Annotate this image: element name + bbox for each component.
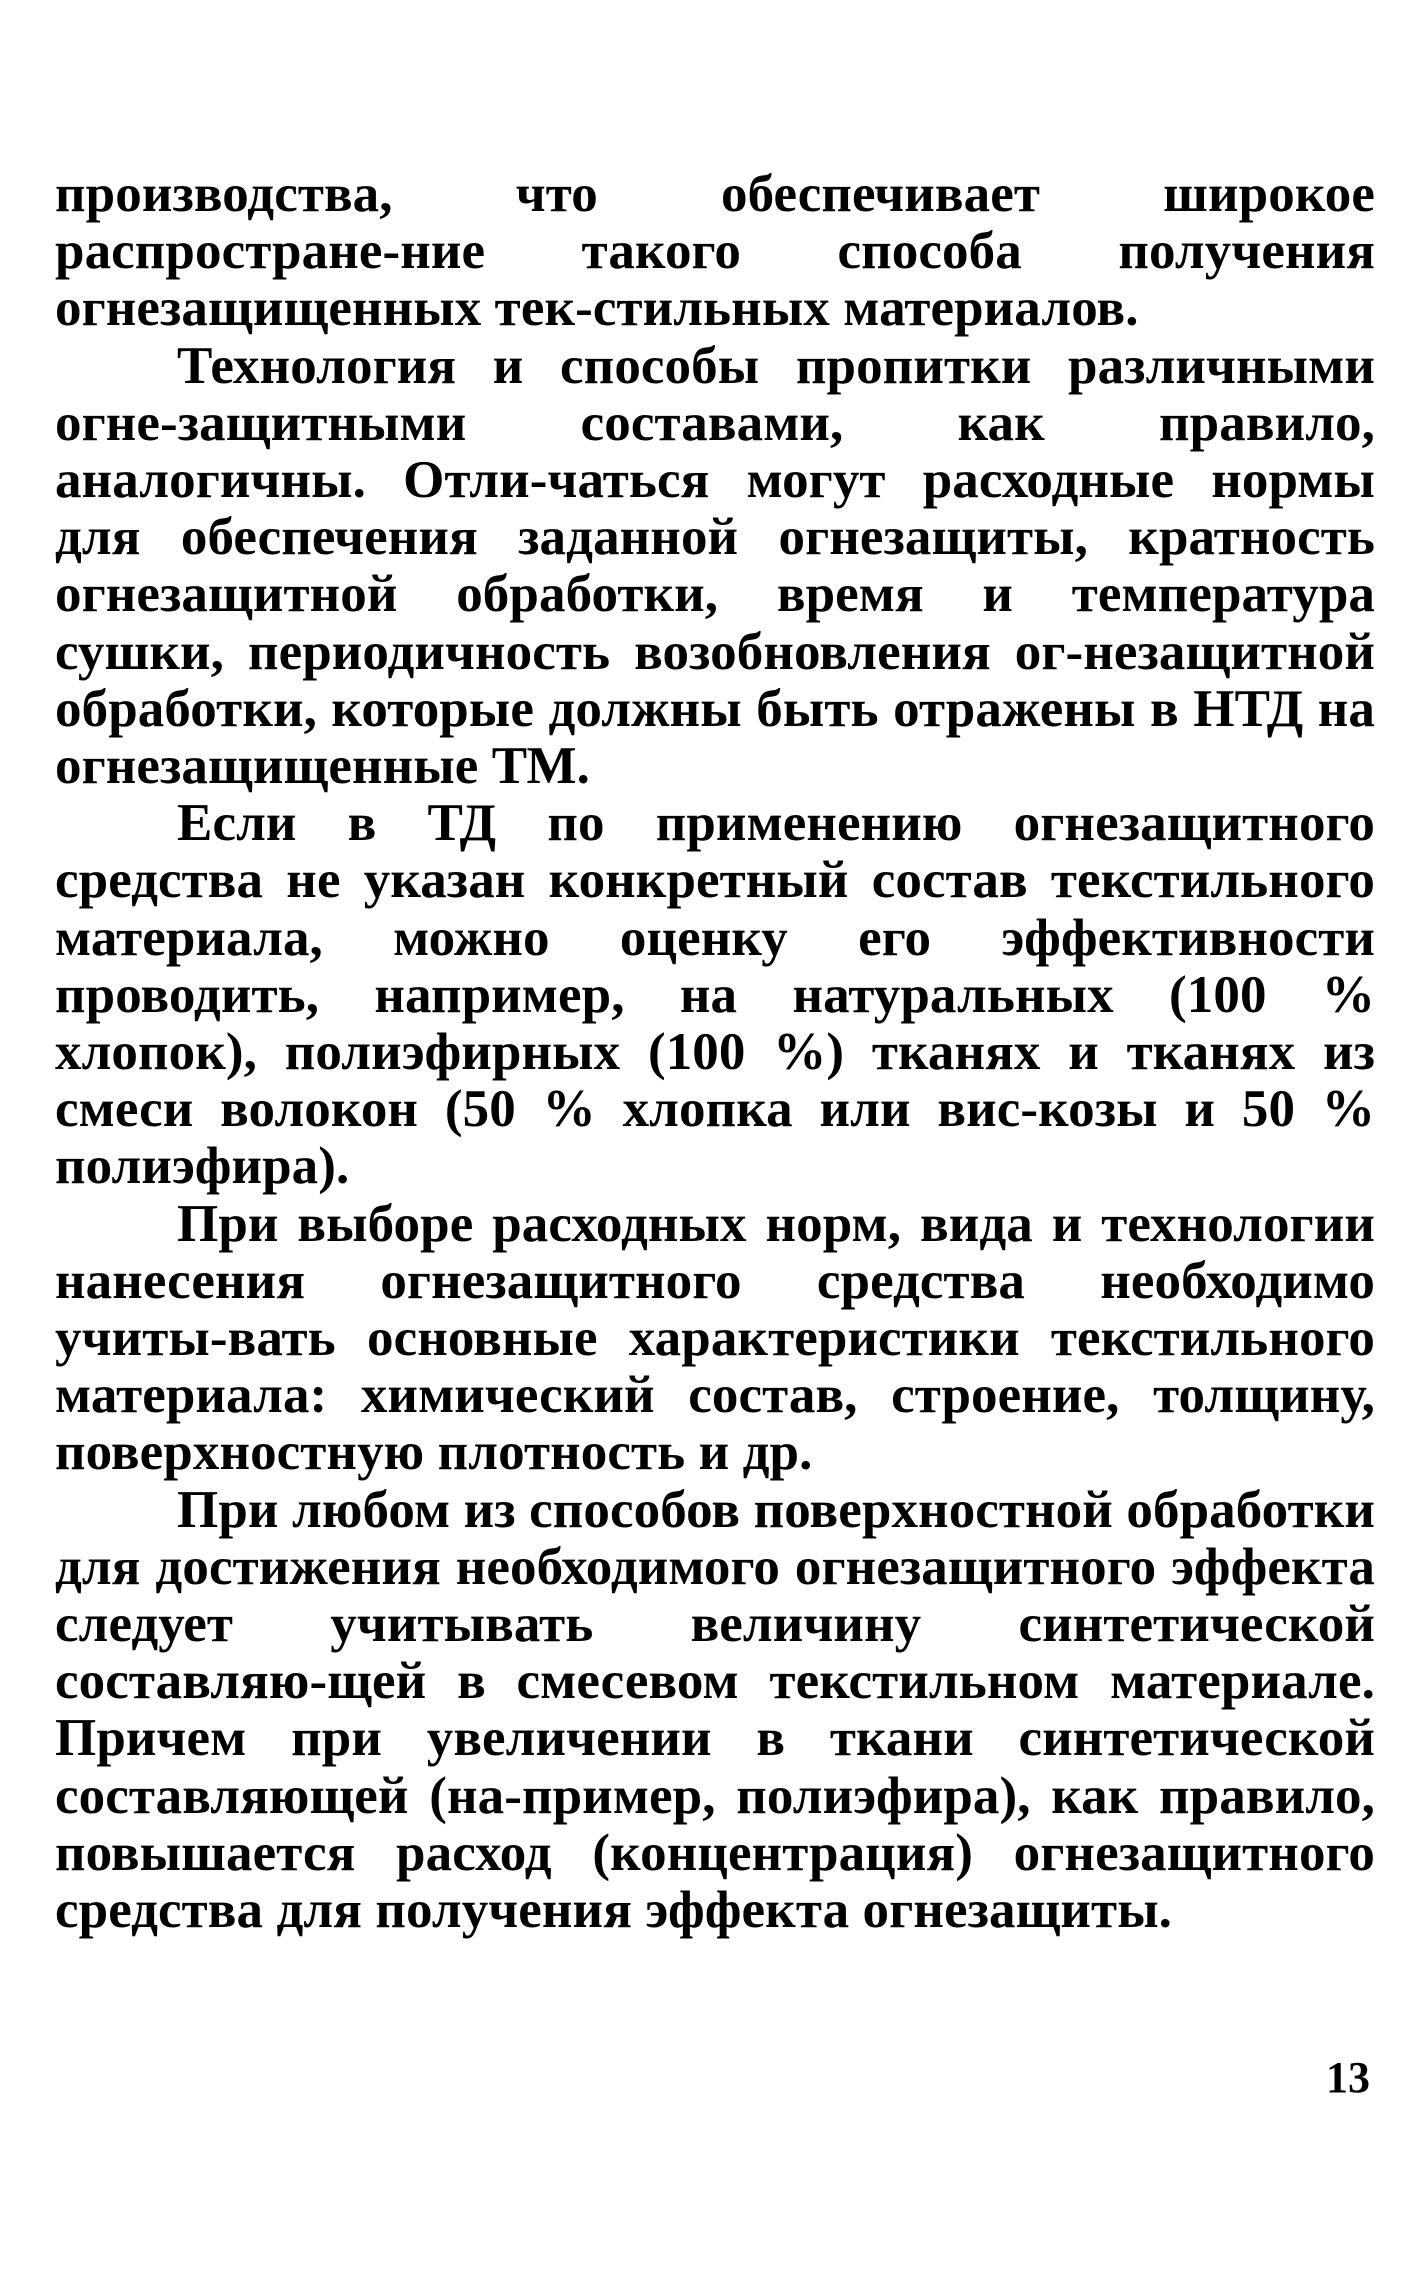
page-number: 13	[1326, 2053, 1370, 2102]
paragraph-synthetic: При любом из способов поверхностной обработки для достижения необходимого огнезащитного эффекта следует учитывать величину синтетической составляю-щей в смесевом текстильном материале. Причем при увеличении в ткани синтетической составляющей (на-пример, полиэфира), как правило, повышается расход (концентрация) огнезащитного средства для получения эффекта огнезащиты.	[55, 1480, 1375, 1940]
paragraph-composition: Если в ТД по применению огнезащитного средства не указан конкретный состав текстильного материала, можно оценку его эффективности проводить, например, на натуральных (100 % хлопок), полиэфирных (100 %) тканях и тканях из смеси волокон (50 % хлопка или вис-козы и 50 % полиэфира).	[55, 794, 1375, 1196]
paragraph-technology: Технология и способы пропитки различными огне-защитными составами, как правило, аналогичны. Отли-чаться могут расходные нормы для обеспечения заданной огнезащиты, кратность огнезащитной обработки, время и температура сушки, периодичность возобновления ог-незащитной обработки, которые должны быть отражены в НТД на огнезащищенные ТМ.	[55, 336, 1375, 796]
paragraph-continuation: производства, что обеспечивает широкое распростране-ние такого способа получения огнезащищенных тек-стильных материалов.	[55, 165, 1375, 338]
paragraph-norms: При выборе расходных норм, вида и технологии нанесения огнезащитного средства необходимо учиты-вать основные характеристики текстильного материала: химический состав, строение, толщину, поверхностную плотность и др.	[55, 1194, 1375, 1482]
body-text	[55, 166, 1375, 1939]
